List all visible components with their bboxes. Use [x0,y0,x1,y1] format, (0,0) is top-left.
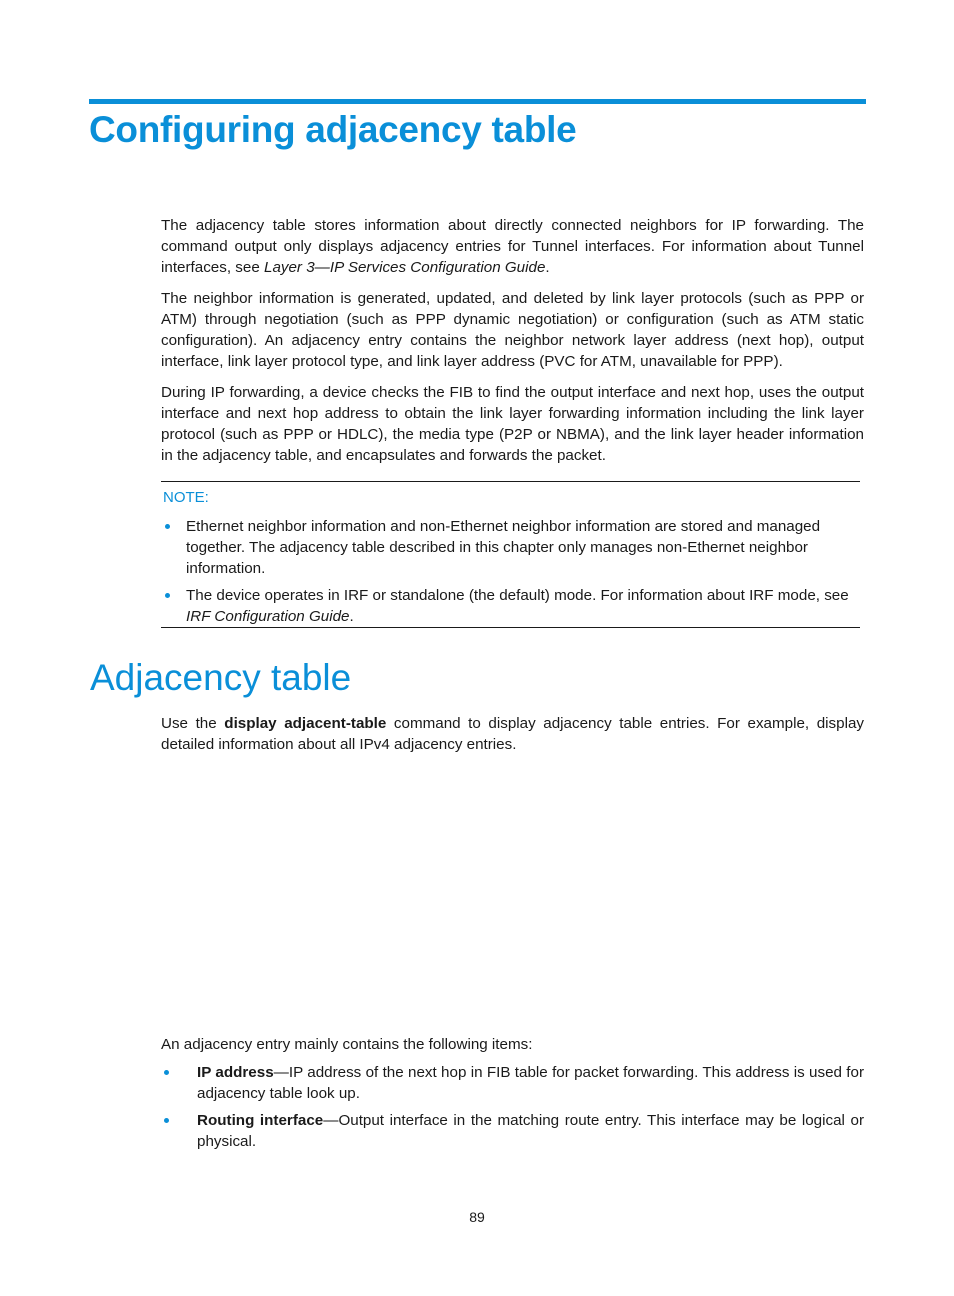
note-bullet-icon [165,524,170,529]
note-bullet-icon [165,593,170,598]
note-label: NOTE: [163,489,209,506]
usage-paragraph [161,713,864,755]
note-top-rule [161,481,860,482]
intro-paragraph-1 [161,215,864,278]
intro-paragraph-1-text: The adjacency table stores information about directly connected neighbors for IP forwarding. The command output only displays adjacency entries for Tunnel interfaces. For information about Tunnel interfaces, see [161,217,864,276]
intro-paragraph-1-end: . [545,259,550,276]
layer3-guide-reference: Layer 3—IP Services Configuration Guide [264,259,546,276]
list-item-ip-address [197,1062,864,1104]
list-bullet-icon [164,1118,169,1123]
irf-guide-reference: IRF Configuration Guide [186,608,350,625]
usage-text-end: command to display adjacency table entries. For example, display detailed information about all IPv4 adjacency entries. [161,715,864,753]
note-item-2-end: . [349,608,354,625]
intro-paragraph-2: The neighbor information is generated, updated, and deleted by link layer protocols (such as PPP or ATM) through negotiation (such as PPP dynamic negotiation) or configuration (such as ATM static configuration). An adjacency entry contains the neighbor network layer address (next hop), output interface, link layer protocol type, and link layer address (PVC for ATM, unavailable for PPP). [161,290,864,370]
usage-text: Use the [161,715,225,732]
note-item-2-text: The device operates in IRF or standalone (the default) mode. For information about IRF mode, see [186,587,849,604]
list-item-routing-interface [197,1110,864,1152]
intro-paragraph-3: During IP forwarding, a device checks the FIB to find the output interface and next hop, uses the output interface and next hop address to obtain the link layer forwarding information including the link layer protocol (such as PPP or HDLC), the media type (P2P or NBMA), and the link layer header information in the adjacency table, and encapsulates and forwards the packet. [161,384,864,464]
page-number: 89 [469,1209,485,1225]
list-item-term: IP address [197,1064,274,1081]
entry-items-intro: An adjacency entry mainly contains the following items: [161,1036,533,1053]
section-title: Adjacency table [90,657,352,698]
list-item-desc: —IP address of the next hop in FIB table for packet forwarding. This address is used for adjacency table look up. [197,1064,865,1102]
chapter-top-rule [89,99,866,104]
note-item-1: Ethernet neighbor information and non-Ethernet neighbor information are stored and managed together. The adjacency table described in this chapter only manages non-Ethernet neighbor information. [186,518,821,577]
list-item-desc: —Output interface in the matching route entry. This interface may be logical or physical. [197,1112,864,1150]
chapter-title: Configuring adjacency table [89,109,577,150]
note-item-2 [186,585,858,627]
note-bottom-rule [161,627,860,628]
command-name: display adjacent-table [224,715,387,732]
list-item-term: Routing interface [197,1112,324,1129]
list-bullet-icon [164,1070,169,1075]
